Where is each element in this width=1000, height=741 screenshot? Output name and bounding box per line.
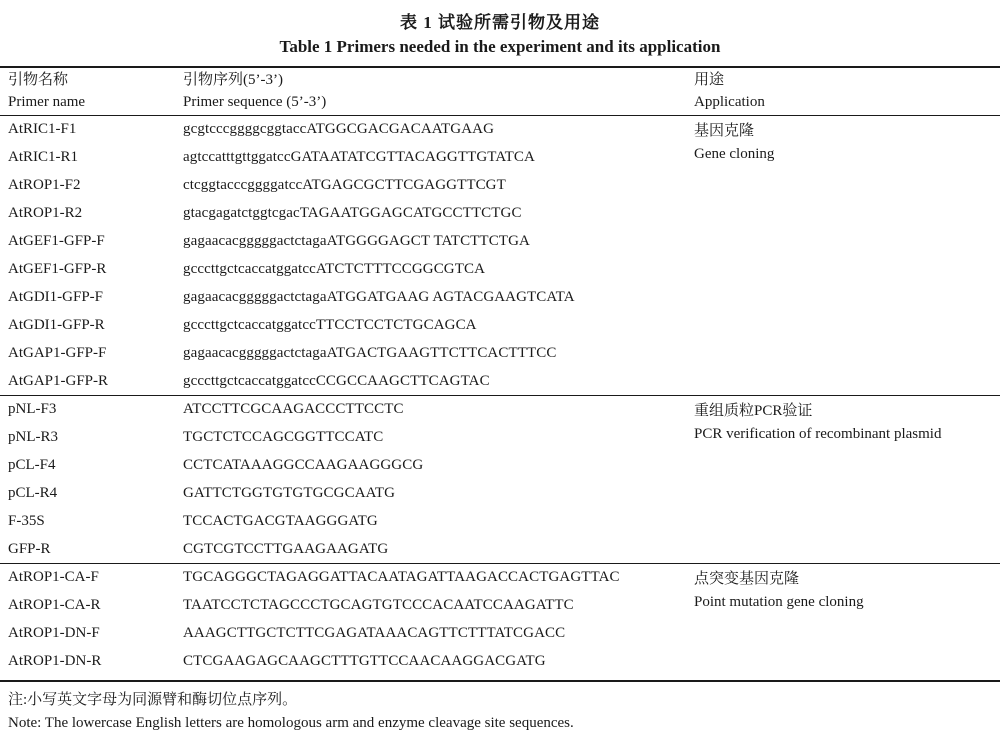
table-row xyxy=(0,257,1000,285)
table-row xyxy=(0,201,1000,229)
primer-name: AtRIC1-F1 xyxy=(8,121,77,137)
table-top-rule xyxy=(0,66,1000,68)
primer-sequence: agtccatttgttggatccGATAATATCGTTACAGGTTGTATCA xyxy=(183,149,535,165)
header-rule xyxy=(0,115,1000,116)
header-seq-en: Primer sequence (5’-3’) xyxy=(183,94,327,110)
primer-name: AtROP1-DN-R xyxy=(8,653,102,669)
primer-name: pNL-R3 xyxy=(8,429,58,445)
header-name-cn: 引物名称 xyxy=(8,72,69,88)
table-row xyxy=(0,649,1000,677)
primer-sequence: TGCTCTCCAGCGGTTCCATC xyxy=(183,429,384,445)
primer-name: GFP-R xyxy=(8,541,51,557)
primer-name: AtRIC1-R1 xyxy=(8,149,79,165)
primer-sequence: GATTCTGGTGTGTGCGCAATG xyxy=(183,485,396,501)
table-row xyxy=(0,425,1000,453)
table-row xyxy=(0,621,1000,649)
table-row xyxy=(0,397,1000,425)
application-cn: 点突变基因克隆 xyxy=(694,571,800,587)
primer-sequence: gagaacacgggggactctagaATGGATGAAG AGTACGAAGTCATA xyxy=(183,289,575,305)
table-row xyxy=(0,229,1000,257)
footnote-en: Note: The lowercase English letters are homologous arm and enzyme cleavage site sequences. xyxy=(8,715,574,731)
primer-sequence: ATCCTTCGCAAGACCCTTCCTC xyxy=(183,401,404,417)
table-row xyxy=(0,509,1000,537)
primer-name: pNL-F3 xyxy=(8,401,57,417)
header-seq-cn: 引物序列(5’-3’) xyxy=(183,72,283,88)
primer-sequence: TCCACTGACGTAAGGGATG xyxy=(183,513,378,529)
table-row xyxy=(0,173,1000,201)
group-rule xyxy=(0,395,1000,396)
primer-name: AtROP1-CA-R xyxy=(8,597,101,613)
primer-sequence: CGTCGTCCTTGAAGAAGATG xyxy=(183,541,389,557)
primer-sequence: gcccttgctcaccatggatccATCTCTTTCCGGCGTCA xyxy=(183,261,486,277)
header-application xyxy=(694,69,765,113)
primer-name: AtGAP1-GFP-F xyxy=(8,345,107,361)
primer-sequence: CCTCATAAAGGCCAAGAAGGGCG xyxy=(183,457,424,473)
application-en: PCR verification of recombinant plasmid xyxy=(694,426,942,442)
table-row xyxy=(0,593,1000,621)
primer-name: F-35S xyxy=(8,513,45,529)
primer-name: pCL-R4 xyxy=(8,485,58,501)
header-primer-name xyxy=(8,69,85,113)
table-row xyxy=(0,145,1000,173)
header-app-cn: 用途 xyxy=(694,72,725,88)
table-row xyxy=(0,453,1000,481)
primer-name: AtROP1-F2 xyxy=(8,177,81,193)
table-row xyxy=(0,481,1000,509)
table-row xyxy=(0,341,1000,369)
table-row xyxy=(0,369,1000,397)
footnote-cn: 注:小写英文字母为同源臂和酶切位点序列。 xyxy=(8,692,298,708)
primer-sequence: gcccttgctcaccatggatccCCGCCAAGCTTCAGTAC xyxy=(183,373,490,389)
primer-name: AtGAP1-GFP-R xyxy=(8,373,109,389)
primer-sequence: gagaacacgggggactctagaATGACTGAAGTTCTTCACTTTCC xyxy=(183,345,557,361)
primer-sequence: gtacgagatctggtcgacTAGAATGGAGCATGCCTTCTGC xyxy=(183,205,522,221)
primer-name: AtGEF1-GFP-F xyxy=(8,233,105,249)
primer-sequence: CTCGAAGAGCAAGCTTTGTTCCAACAAGGACGATG xyxy=(183,653,546,669)
header-name-en: Primer name xyxy=(8,94,86,110)
primer-sequence: gcccttgctcaccatggatccTTCCTCCTCTGCAGCA xyxy=(183,317,477,333)
primer-name: AtGEF1-GFP-R xyxy=(8,261,107,277)
primer-name: AtROP1-CA-F xyxy=(8,569,99,585)
group-rule xyxy=(0,563,1000,564)
table-row xyxy=(0,313,1000,341)
table-row xyxy=(0,285,1000,313)
table-title-cn: 表 1 试验所需引物及用途 xyxy=(400,13,600,32)
primer-sequence: gagaacacgggggactctagaATGGGGAGCT TATCTTCTGA xyxy=(183,233,530,249)
table-row xyxy=(0,537,1000,565)
table-row xyxy=(0,565,1000,593)
primer-name: AtROP1-R2 xyxy=(8,205,83,221)
header-app-en: Application xyxy=(694,94,765,110)
application-cn: 重组质粒PCR验证 xyxy=(694,403,813,419)
primer-name: AtROP1-DN-F xyxy=(8,625,100,641)
primer-sequence: TAATCCTCTAGCCCTGCAGTGTCCCACAATCCAAGATTC xyxy=(183,597,574,613)
header-primer-sequence xyxy=(183,69,326,113)
application-cn: 基因克隆 xyxy=(694,123,755,139)
primer-sequence: TGCAGGGCTAGAGGATTACAATAGATTAAGACCACTGAGTTAC xyxy=(183,569,620,585)
primer-sequence: gcgtcccggggcggtaccATGGCGACGACAATGAAG xyxy=(183,121,495,137)
table-row xyxy=(0,117,1000,145)
primer-sequence: ctcggtacccggggatccATGAGCGCTTCGAGGTTCGT xyxy=(183,177,506,193)
application-en: Gene cloning xyxy=(694,146,775,162)
primer-sequence: AAAGCTTGCTCTTCGAGATAAACAGTTCTTTATCGACC xyxy=(183,625,566,641)
table-bottom-rule xyxy=(0,680,1000,682)
table-title-en: Table 1 Primers needed in the experiment and its application xyxy=(279,37,721,56)
primer-name: pCL-F4 xyxy=(8,457,56,473)
primer-name: AtGDI1-GFP-F xyxy=(8,289,104,305)
primer-name: AtGDI1-GFP-R xyxy=(8,317,105,333)
application-en: Point mutation gene cloning xyxy=(694,594,864,610)
